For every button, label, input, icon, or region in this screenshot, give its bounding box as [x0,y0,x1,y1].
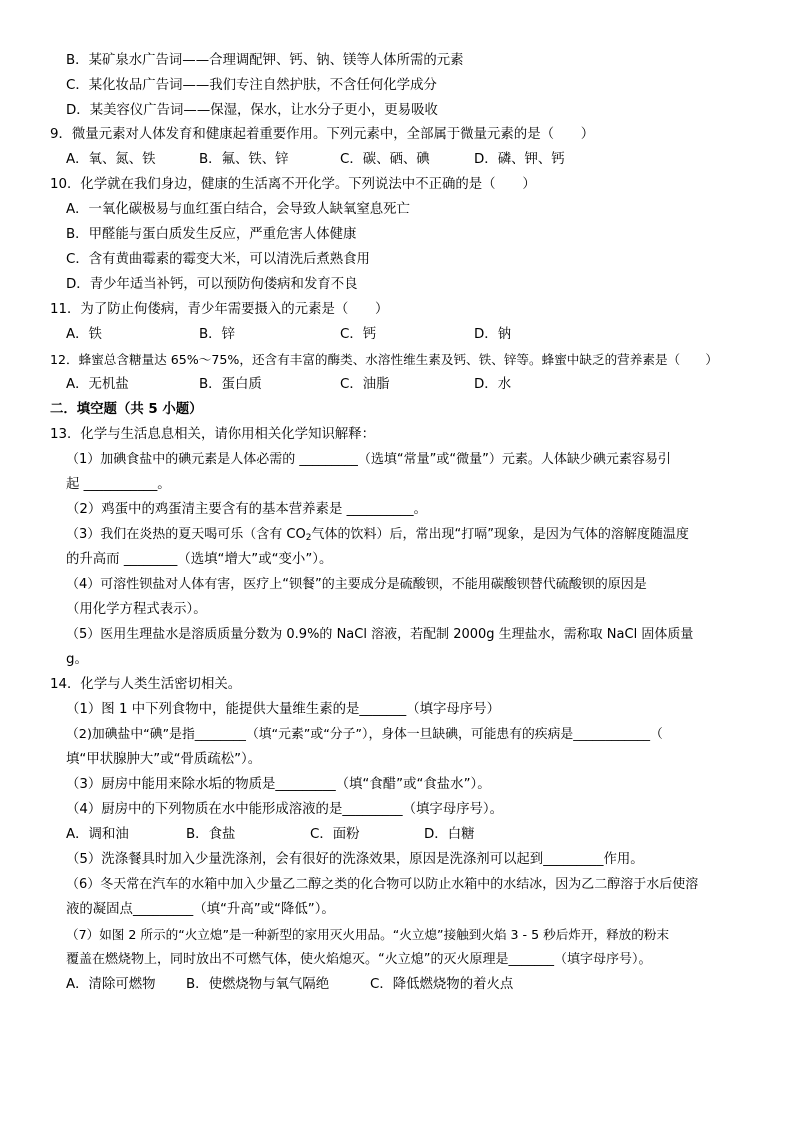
q14-part3: （3）厨房中能用来除水垢的物质是_________（填“食醋”或“食盐水”）。 [66,777,491,792]
q14-part7-option-b: B．使燃烧物与氧气隔绝 [186,977,330,992]
q8-option-b: B．某矿泉水广告词——合理调配钾、钙、钠、镁等人体所需的元素 [66,53,464,68]
q11-stem: 11．为了防止佝偻病，青少年需要摄入的元素是（ ） [50,302,389,317]
q10-option-b: B．甲醛能与蛋白质发生反应，严重危害人体健康 [66,227,357,242]
q8-option-d: D．某美容仪广告词——保湿，保水，让水分子更小，更易吸收 [66,103,438,118]
q13-part4-line1: （4）可溶性钡盐对人体有害，医疗上“钡餐”的主要成分是硫酸钡，不能用碳酸钡替代硫酸钡的原因是 [66,577,647,592]
q12-option-b: B．蛋白质 [199,377,262,392]
q10-stem: 10．化学就在我们身边，健康的生活离不开化学。下列说法中不正确的是（ ） [50,177,536,192]
q13-part1-line1: （1）加碘食盐中的碘元素是人体必需的 _________（选填“常量”或“微量”）元素。人体缺少碘元素容易引 [66,452,671,467]
q14-part2-line1: （2)加碘盐中“碘”是指________（填“元素”或“分子”），身体一旦缺碘，可能患有的疾病是____________（ [66,727,663,742]
q14-part4-option-c: C．面粉 [310,827,360,842]
q9-option-b: B．氟、铁、锌 [199,152,289,167]
q12-option-c: C．油脂 [340,377,390,392]
q9-option-c: C．碳、硒、碘 [340,152,430,167]
q14-part7-line1: （7）如图 2 所示的“火立熄”是一种新型的家用灭火用品。“火立熄”接触到火焰 3 - 5 秒后炸开，释放的粉末 [66,927,670,942]
q14-part5: （5）洗涤餐具时加入少量洗涤剂，会有很好的洗涤效果，原因是洗涤剂可以起到_________作用。 [66,852,644,867]
q13-part2: （2）鸡蛋中的鸡蛋清主要含有的基本营养素是 __________。 [66,502,427,517]
section-heading: 二．填空题（共 5 小题） [50,402,203,417]
q13-part3-pre: （3）我们在炎热的夏天喝可乐（含有 CO [66,527,306,542]
q13-part3-line1 [66,526,689,544]
q13-part3-subscript: 2 [305,533,312,543]
q13-part3-line2: 的升高而 ________（选填“增大”或“变小”）。 [66,552,333,567]
q13-part3-post: 气体的饮料）后，常出现“打嗝”现象，是因为气体的溶解度随温度 [311,527,689,542]
q12-stem: 12．蜂蜜总含糖量达 65%～75%，还含有丰富的酶类、水溶性维生素及钙、铁、锌等。蜂蜜中缺乏的营养素是（ ） [50,352,718,367]
q14-part4-option-d: D．白糖 [424,827,475,842]
q14-part4: （4）厨房中的下列物质在水中能形成溶液的是_________（填字母序号）。 [66,802,504,817]
q10-option-c: C．含有黄曲霉素的霉变大米，可以清洗后煮熟食用 [66,252,370,267]
q14-part4-option-a: A．调和油 [66,827,129,842]
q9-option-a: A．氧、氮、铁 [66,152,156,167]
q13-stem: 13．化学与生活息息相关，请你用相关化学知识解释： [50,427,376,442]
q14-part7-line2: 覆盖在燃烧物上，同时放出不可燃气体，使火焰熄灭。“火立熄”的灭火原理是_______（填字母序号）。 [66,952,652,967]
q10-option-a: A．一氧化碳极易与血红蛋白结合，会导致人缺氧窒息死亡 [66,202,410,217]
q14-part6-line1: （6）冬天常在汽车的水箱中加入少量乙二醇之类的化合物可以防止水箱中的水结冰，因为乙二醇溶于水后使溶 [66,877,699,892]
q14-part7-option-c: C．降低燃烧物的着火点 [370,977,514,992]
q14-part6-line2: 液的凝固点_________（填“升高”或“降低”）。 [66,902,335,917]
q13-part5-line2: g。 [66,652,88,667]
q9-option-d: D．磷、钾、钙 [474,152,565,167]
q10-option-d: D．青少年适当补钙，可以预防佝偻病和发育不良 [66,277,358,292]
q13-part1-line2: 起 ___________。 [66,477,171,492]
q13-part4-line2: （用化学方程式表示）。 [66,602,207,617]
q14-part7-option-a: A．清除可燃物 [66,977,156,992]
q11-option-b: B．锌 [199,327,235,342]
q11-option-a: A．铁 [66,327,102,342]
q14-stem: 14．化学与人类生活密切相关。 [50,677,242,692]
q11-option-c: C．钙 [340,327,377,342]
q8-option-c: C．某化妆品广告词——我们专注自然护肤，不含任何化学成分 [66,78,437,93]
q9-stem: 9．微量元素对人体发育和健康起着重要作用。下列元素中，全部属于微量元素的是（ ） [50,127,595,142]
q11-option-d: D．钠 [474,327,512,342]
q12-option-a: A．无机盐 [66,377,129,392]
q14-part4-option-b: B．食盐 [186,827,236,842]
q13-part5-line1: （5）医用生理盐水是溶质质量分数为 0.9%的 NaCl 溶液，若配制 2000g 生理盐水，需称取 NaCl 固体质量 [66,627,694,642]
q14-part1: （1）图 1 中下列食物中，能提供大量维生素的是_______（填字母序号） [66,702,500,717]
q14-part2-line2: 填“甲状腺肿大”或“骨质疏松”）。 [66,752,262,767]
q12-option-d: D．水 [474,377,512,392]
